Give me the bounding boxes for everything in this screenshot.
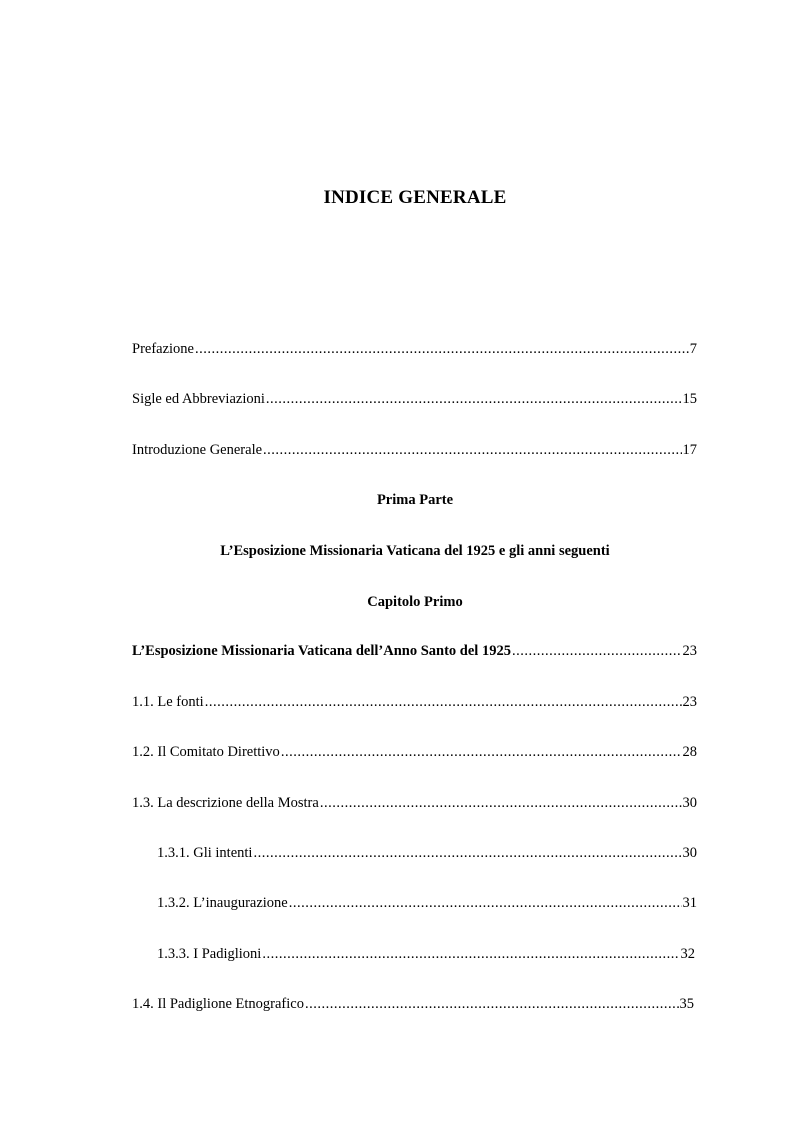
dot-leader bbox=[205, 693, 682, 711]
toc-entry-sigle[interactable] bbox=[132, 390, 697, 408]
chapter-heading: Capitolo Primo bbox=[367, 594, 463, 610]
toc-entry-label: 1.3.3. I Padiglioni bbox=[157, 946, 262, 962]
part-heading: Prima Parte bbox=[376, 492, 454, 508]
toc-page-number: 30 bbox=[682, 845, 697, 861]
toc-page-number: 31 bbox=[682, 895, 697, 911]
dot-leader bbox=[253, 844, 681, 862]
dot-leader bbox=[266, 390, 682, 408]
toc-entry-1-3-2[interactable] bbox=[157, 894, 697, 912]
toc-entry-1-3-1[interactable] bbox=[157, 844, 697, 862]
toc-entry-label: 1.1. Le fonti bbox=[132, 694, 204, 710]
toc-entry-1-2[interactable] bbox=[132, 743, 697, 761]
toc-entry-label: 1.4. Il Padiglione Etnografico bbox=[132, 996, 304, 1012]
toc-page-number: 7 bbox=[689, 341, 697, 357]
toc-entry-chapter-title[interactable] bbox=[132, 642, 697, 660]
toc-page-number: 28 bbox=[682, 744, 697, 760]
toc-entry-label: 1.2. Il Comitato Direttivo bbox=[132, 744, 280, 760]
toc-entry-1-3[interactable] bbox=[132, 794, 697, 812]
toc-entry-label: L’Esposizione Missionaria Vaticana dell’Anno Santo del 1925 bbox=[132, 643, 511, 659]
dot-leader bbox=[320, 794, 682, 812]
toc-entry-1-3-3[interactable] bbox=[157, 945, 695, 963]
dot-leader bbox=[281, 743, 682, 761]
part-subtitle: L’Esposizione Missionaria Vaticana del 1925 e gli anni seguenti bbox=[220, 543, 610, 559]
dot-leader bbox=[289, 894, 682, 912]
toc-page-number: 17 bbox=[682, 442, 697, 458]
toc-entry-label: 1.3.2. L’inaugurazione bbox=[157, 895, 288, 911]
toc-entry-label: 1.3. La descrizione della Mostra bbox=[132, 795, 319, 811]
toc-page-number: 23 bbox=[682, 643, 697, 659]
toc-entry-label: 1.3.1. Gli intenti bbox=[157, 845, 253, 861]
dot-leader bbox=[263, 441, 681, 459]
toc-page-number: 23 bbox=[682, 694, 697, 710]
toc-entry-1-4[interactable] bbox=[132, 995, 694, 1013]
toc-entry-prefazione[interactable] bbox=[132, 340, 697, 358]
toc-entry-introduzione[interactable] bbox=[132, 441, 697, 459]
toc-entry-label: Introduzione Generale bbox=[132, 442, 263, 458]
dot-leader bbox=[512, 642, 682, 660]
toc-page-number: 35 bbox=[679, 996, 694, 1012]
toc-entry-label: Prefazione bbox=[132, 341, 194, 357]
toc-page-number: 15 bbox=[682, 391, 697, 407]
toc-page-number: 30 bbox=[682, 795, 697, 811]
toc-entry-1-1[interactable] bbox=[132, 693, 697, 711]
dot-leader bbox=[262, 945, 679, 963]
toc-entry-label: Sigle ed Abbreviazioni bbox=[132, 391, 265, 407]
dot-leader bbox=[305, 995, 679, 1013]
page-title: INDICE GENERALE bbox=[323, 186, 507, 208]
toc-page-number: 32 bbox=[680, 946, 695, 962]
dot-leader bbox=[195, 340, 689, 358]
